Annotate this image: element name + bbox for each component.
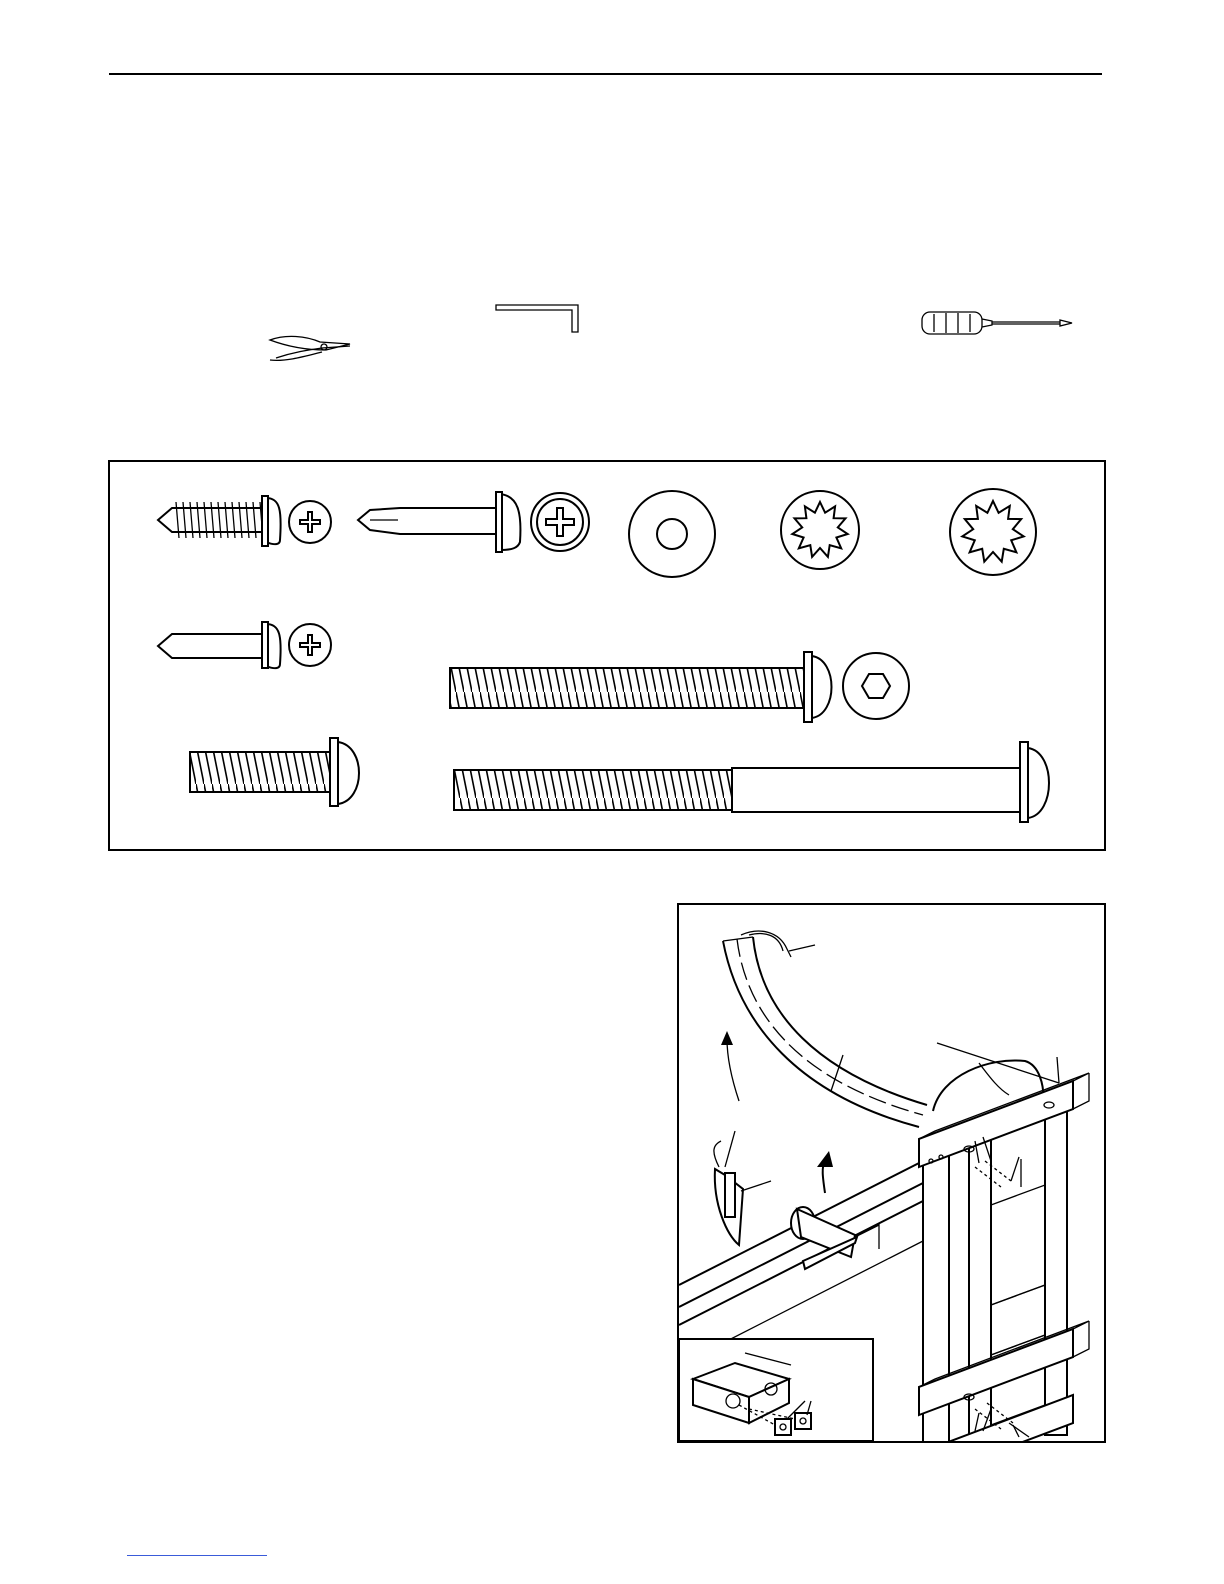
washer-head-phillips-icon [531, 493, 589, 551]
tools-row [0, 290, 1224, 370]
star-washer-small-icon [781, 491, 859, 569]
shoulder-bolt-icon [454, 742, 1049, 822]
top-rule [109, 73, 1102, 75]
button-bolt-long-icon [450, 652, 832, 722]
screwdriver-icon [920, 308, 1076, 340]
hardware-chart-drawing [110, 462, 1104, 849]
hex-key-icon [494, 302, 586, 336]
button-bolt-short-icon [190, 738, 359, 806]
phillips-screw-icon [158, 496, 281, 546]
hardware-chart [108, 460, 1106, 851]
assembly-figure [677, 903, 1106, 1443]
pliers-icon [266, 332, 356, 366]
phillips-head-icon-2 [289, 624, 331, 666]
phillips-screw-short-icon [158, 622, 281, 668]
flat-washer-icon [629, 491, 715, 577]
phillips-head-icon [289, 501, 331, 543]
hex-socket-head-icon [843, 653, 909, 719]
treadmill-upright-assembly-icon [679, 905, 1104, 1441]
star-washer-large-icon [950, 489, 1036, 575]
self-tapping-screw-icon [358, 492, 520, 552]
footer-link-underline[interactable] [127, 1555, 267, 1556]
